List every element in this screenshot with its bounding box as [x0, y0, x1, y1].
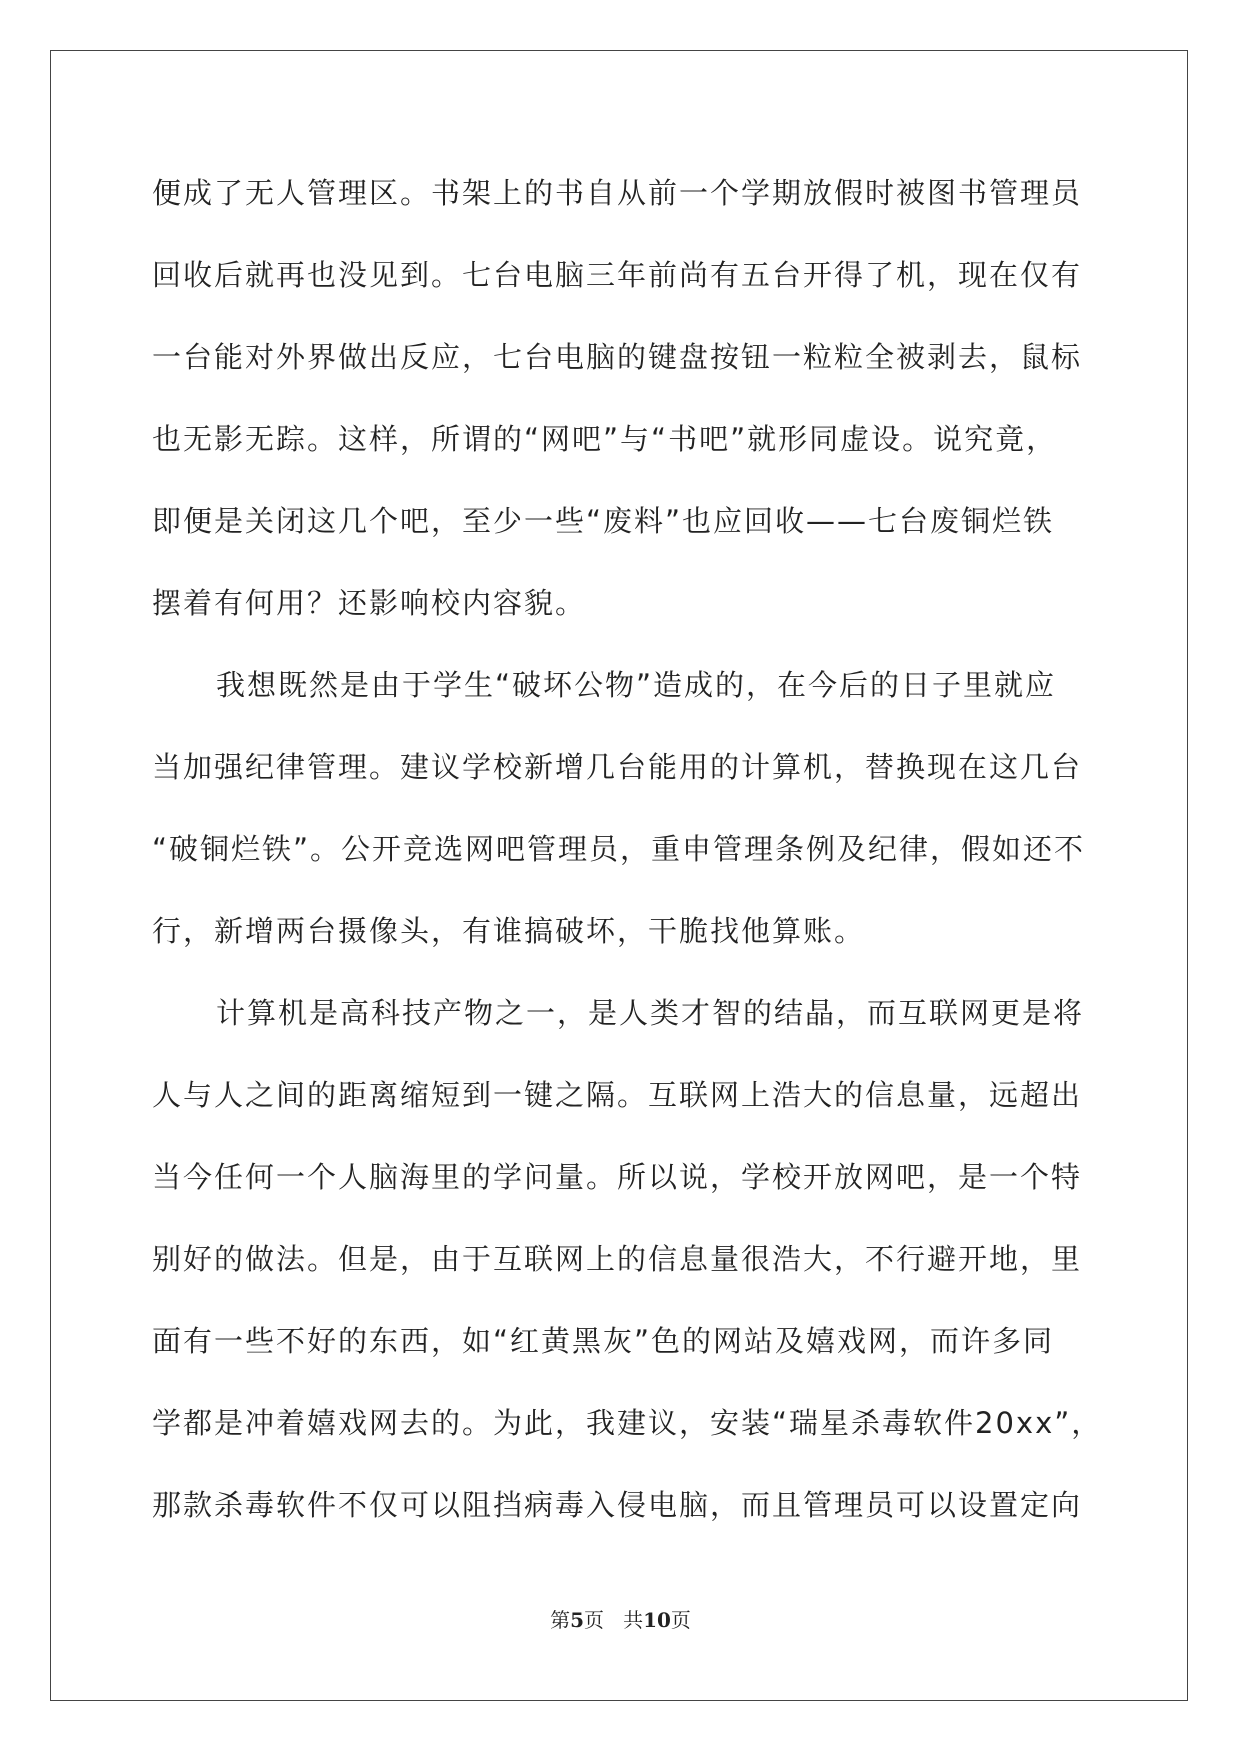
text-line: 回收后就再也没见到。七台电脑三年前尚有五台开得了机，现在仅有	[152, 258, 1083, 292]
total-suffix: 页	[670, 1608, 691, 1632]
text-line: 一台能对外界做出反应，七台电脑的键盘按钮一粒粒全被剥去，鼠标	[152, 340, 1083, 374]
page-number: 5	[570, 1608, 584, 1632]
text-line: 人与人之间的距离缩短到一键之隔。互联网上浩大的信息量，远超出	[152, 1078, 1083, 1112]
paragraph-start-line: 计算机是高科技产物之一，是人类才智的结晶，而互联网更是将	[216, 996, 1085, 1030]
text-line: 行，新增两台摄像头，有谁搞破坏，干脆找他算账。	[152, 914, 866, 948]
text-line: 便成了无人管理区。书架上的书自从前一个学期放假时被图书管理员	[152, 176, 1083, 210]
text-line: 也无影无踪。这样，所谓的“网吧”与“书吧”就形同虚设。说究竟，	[152, 422, 1058, 456]
text-line: 即便是关闭这几个吧，至少一些“废料”也应回收——七台废铜烂铁	[152, 504, 1055, 538]
text-line: 学都是冲着嬉戏网去的。为此，我建议，安装“瑞星杀毒软件20xx”，	[152, 1406, 1103, 1440]
text-line: 那款杀毒软件不仅可以阻挡病毒入侵电脑，而且管理员可以设置定向	[152, 1488, 1083, 1522]
text-line: 别好的做法。但是，由于互联网上的信息量很浩大，不行避开地，里	[152, 1242, 1083, 1276]
page-prefix: 第	[550, 1608, 571, 1632]
total-pages: 10	[643, 1608, 671, 1632]
paragraph-start-line: 我想既然是由于学生“破坏公物”造成的，在今后的日子里就应	[216, 668, 1057, 702]
text-line: 当加强纪律管理。建议学校新增几台能用的计算机，替换现在这几台	[152, 750, 1083, 784]
text-line: “破铜烂铁”。公开竞选网吧管理员，重申管理条例及纪律，假如还不	[152, 832, 1086, 866]
page-footer	[0, 1604, 1241, 1633]
text-line: 面有一些不好的东西，如“红黄黑灰”色的网站及嬉戏网，而许多同	[152, 1324, 1055, 1358]
total-prefix: 共	[623, 1608, 644, 1632]
text-line: 当今任何一个人脑海里的学问量。所以说，学校开放网吧，是一个特	[152, 1160, 1083, 1194]
page-suffix: 页	[584, 1608, 604, 1632]
text-line: 摆着有何用？还影响校内容貌。	[152, 586, 587, 620]
document-body	[152, 164, 1103, 1558]
